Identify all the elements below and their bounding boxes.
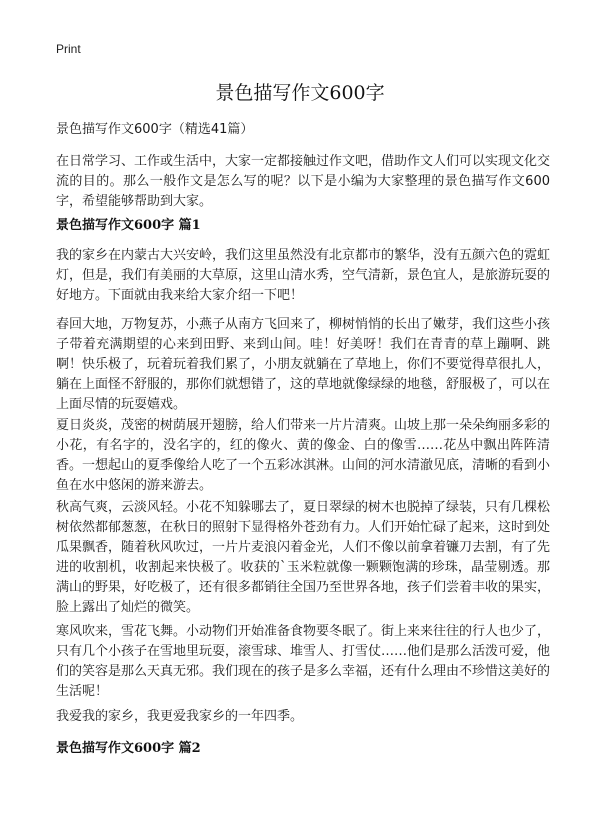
document-subtitle: 景色描写作文600字（精选41篇） [56, 122, 254, 137]
section-heading-1: 景色描写作文600字 篇1 [56, 218, 201, 233]
paragraph-4: 秋高气爽，云淡风轻。小花不知躲哪去了，夏日翠绿的树木也脱掉了绿装，只有几棵松树依然都郁葱葱，在秋日的照射下显得格外苍劲有力。人们开始忙碌了起来，这时到处瓜果飘香，随着秋风吹过，一片片麦浪闪着金光，人们不像以前拿着镰刀去割，有了先进的收割机，收割起来快极了。收获的`玉米粒就像一颗颗饱满的珍珠，晶莹剔透。那满山的野果，好吃极了，还有很多都销往全国乃至世界各地，孩子们尝着丰收的果实，脸上露出了灿烂的微笑。 [56, 500, 551, 615]
print-link[interactable]: Print [56, 42, 81, 56]
paragraph-2: 春回大地，万物复苏，小燕子从南方飞回来了，柳树悄悄的长出了嫩芽，我们这些小孩子带着充满期望的心来到田野、来到山间。哇！好美呀！我们在青青的草上蹦啊、跳啊！快乐极了，玩着玩着我们累了，小朋友就躺在了草地上，你们不要觉得草很扎人，躺在上面怪不舒服的，那你们就想错了，这的草地就像绿绿的地毯，舒服极了，可以在上面尽情的玩耍嬉戏。 [56, 317, 551, 412]
paragraph-3: 夏日炎炎，茂密的树荫展开翅膀，给人们带来一片片清爽。山坡上那一朵朵绚丽多彩的小花，有名字的，没名字的，红的像火、黄的像金、白的像雪……花丛中飘出阵阵清香。一想起山的夏季像给人吃了一个五彩冰淇淋。山间的河水清澈见底，清晰的看到小鱼在水中悠闲的游来游去。 [56, 418, 551, 493]
paragraph-5: 寒风吹来，雪花飞舞。小动物们开始准备食物要冬眠了。街上来来往往的行人也少了，只有几个小孩子在雪地里玩耍，滚雪球、堆雪人、打雪仗……他们是那么活泼可爱，他们的笑容是那么天真无邪。我们现在的孩子是多么幸福，还有什么理由不珍惜这美好的生活呢！ [56, 624, 551, 699]
paragraph-1: 我的家乡在内蒙古大兴安岭，我们这里虽然没有北京都市的繁华，没有五颜六色的霓虹灯，但是，我们有美丽的大草原，这里山清水秀，空气清新，景色宜人，是旅游玩耍的好地方。下面就由我来给大家介绍一下吧！ [56, 248, 551, 303]
paragraph-6: 我爱我的家乡，我更爱我家乡的一年四季。 [56, 709, 304, 724]
section-heading-2: 景色描写作文600字 篇2 [56, 741, 201, 756]
intro-paragraph: 在日常学习、工作或生活中，大家一定都接触过作文吧，借助作文人们可以实现文化交流的目的。那么一般作文是怎么写的呢？以下是小编为大家整理的景色描写作文600字，希望能够帮助到大家。 [56, 154, 551, 209]
page-title: 景色描写作文600字 [215, 82, 385, 104]
